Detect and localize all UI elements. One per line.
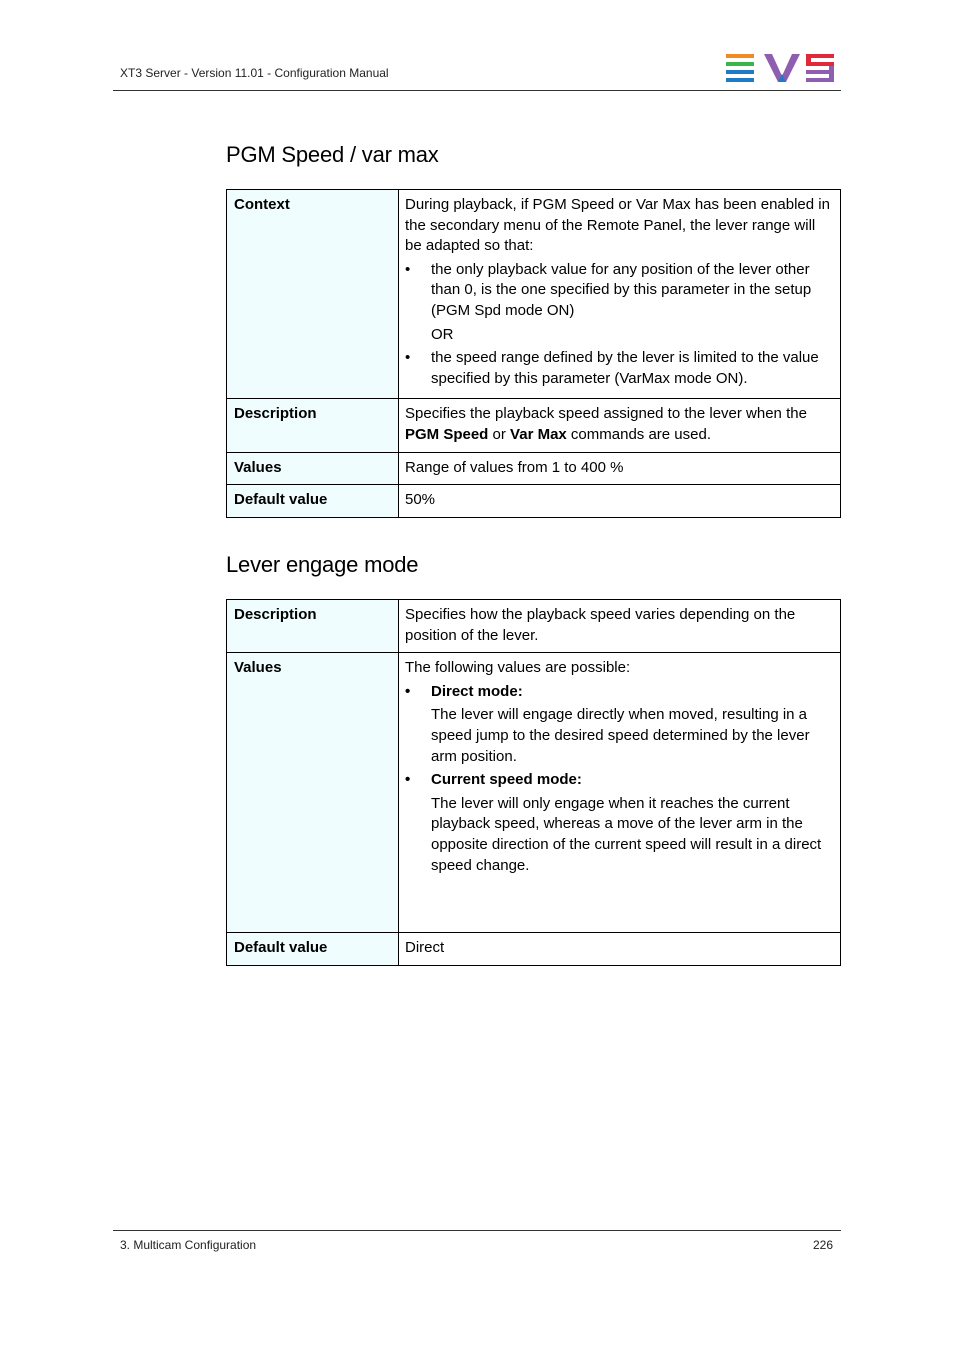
table-row-default [227, 485, 841, 518]
context-intro: During playback, if PGM Speed or Var Max has been enabled in the secondary menu of the Remote Panel, the lever range will be adapted so that: [405, 196, 830, 255]
row-label: Description [227, 399, 399, 452]
evs-logo [726, 54, 834, 82]
text: or [488, 425, 511, 443]
page-number: 226 [812, 1238, 833, 1252]
table-row-default [227, 933, 841, 966]
row-label: Description [227, 600, 399, 653]
running-header: XT3 Server - Version 11.01 - Configuration Manual [120, 66, 389, 80]
bullet-text: the speed range defined by the lever is limited to the value specified by this parameter (VarMax mode ON). [431, 349, 819, 387]
bold-term: PGM Speed [405, 425, 489, 443]
table-row-description [227, 399, 841, 452]
values-bullets [405, 770, 830, 791]
row-label: Context [227, 190, 399, 399]
row-value-values: Range of values from 1 to 400 % [399, 452, 841, 485]
table-row-values [227, 452, 841, 485]
table-row-values [227, 653, 841, 933]
bullet-item [405, 348, 830, 389]
pgm-speed-table [226, 189, 841, 518]
row-value-default: Direct [399, 933, 841, 966]
row-value-description: Specifies how the playback speed varies depending on the position of the lever. [399, 600, 841, 653]
footer-divider [113, 1230, 841, 1231]
lever-engage-table [226, 599, 841, 966]
row-value-default: 50% [399, 485, 841, 518]
row-label: Values [227, 653, 399, 933]
row-label: Default value [227, 933, 399, 966]
row-label: Default value [227, 485, 399, 518]
text: Specifies the playback speed assigned to the lever when the [405, 405, 807, 423]
row-value-description [399, 399, 841, 452]
table-row-description [227, 600, 841, 653]
bullet-description: The lever will only engage when it reaches the current playback speed, whereas a move of the lever arm in the opposite direction of the current speed will result in a direct speed change. [431, 794, 822, 874]
footer-chapter: 3. Multicam Configuration [120, 1238, 257, 1252]
bullet-text: the only playback value for any position of the lever other than 0, is the one specified by this parameter in the setup (PGM Spd mode ON) [431, 260, 812, 319]
bold-term: Var Max [510, 425, 567, 443]
header-divider [113, 90, 841, 91]
bullet-description: The lever will engage directly when moved, resulting in a speed jump to the desired speed determined by the lever arm position. [431, 706, 810, 765]
text: commands are used. [566, 425, 712, 443]
row-value-context [399, 190, 841, 399]
section-heading-lever-engage: Lever engage mode [226, 552, 419, 577]
values-bullets [405, 682, 830, 703]
context-bullets [405, 260, 830, 390]
bullet-item [405, 260, 830, 345]
row-label: Values [227, 452, 399, 485]
section-heading-pgm-speed: PGM Speed / var max [226, 142, 439, 167]
values-intro: The following values are possible: [405, 659, 631, 677]
bullet-title: • Current speed mode: [405, 770, 830, 791]
or-separator: OR [431, 325, 454, 343]
table-row-context [227, 190, 841, 399]
row-value-values [399, 653, 841, 933]
bullet-title: • Direct mode: [405, 682, 830, 703]
